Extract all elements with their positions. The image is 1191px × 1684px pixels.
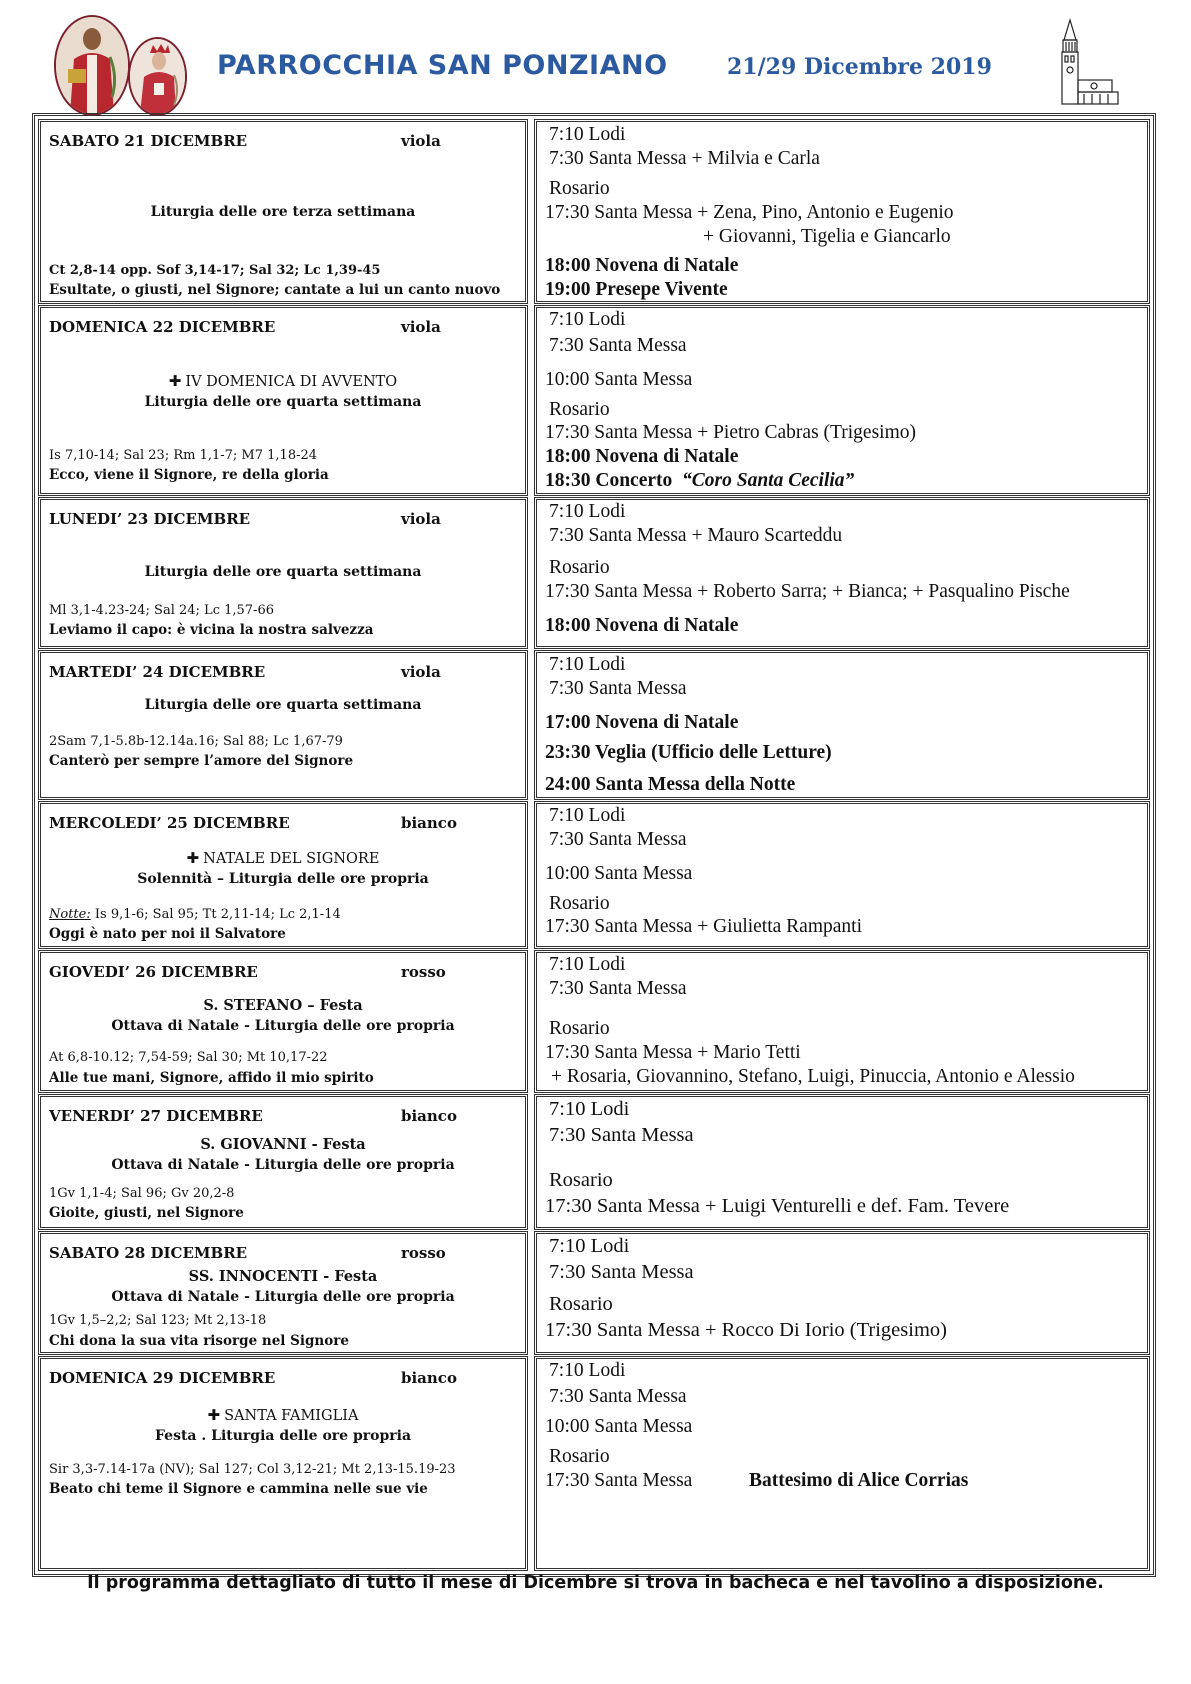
schedule-item: 17:30 Santa Messa + Rocco Di Iorio (Trigesimo) xyxy=(545,1319,947,1341)
liturgy-cell xyxy=(38,1356,528,1571)
schedule-item: Rosario xyxy=(549,178,610,199)
schedule-cell xyxy=(534,1231,1150,1355)
day-title: GIOVEDI’ 26 DICEMBRE xyxy=(49,963,258,981)
psalm-antiphon: Canterò per sempre l’amore del Signore xyxy=(49,753,354,769)
psalm-antiphon: Chi dona la sua vita risorge nel Signore xyxy=(49,1333,349,1349)
cross-icon: ✚ xyxy=(207,1406,221,1424)
schedule-item: 7:10 Lodi xyxy=(549,1360,626,1381)
page-header xyxy=(0,0,1191,112)
liturgical-color: rosso xyxy=(401,963,446,981)
schedule-item: 19:00 Presepe Vivente xyxy=(545,279,728,300)
feast-name: SANTA FAMIGLIA xyxy=(224,1408,359,1424)
day-row xyxy=(38,801,1150,949)
day-title: SABATO 28 DICEMBRE xyxy=(49,1244,248,1262)
liturgy-of-hours: Liturgia delle ore terza settimana xyxy=(150,204,416,220)
schedule-item: 10:00 Santa Messa xyxy=(545,369,693,390)
liturgical-color: bianco xyxy=(401,1369,457,1387)
san-ponziano-medallion xyxy=(54,15,130,116)
liturgy-cell xyxy=(38,650,528,800)
schedule-item: 17:30 Santa Messa + Giulietta Rampanti xyxy=(545,916,862,937)
schedule-item: 7:30 Santa Messa xyxy=(549,678,687,699)
cross-icon: ✚ xyxy=(168,372,182,390)
schedule-item: 17:30 Santa Messa + Luigi Venturelli e def. Fam. Tevere xyxy=(545,1195,1010,1217)
schedule-cell xyxy=(534,1094,1150,1230)
readings: 1Gv 1,5–2,2; Sal 123; Mt 2,13-18 xyxy=(49,1313,267,1328)
liturgy-of-hours: Festa . Liturgia delle ore propria xyxy=(154,1428,412,1444)
schedule-item: 7:10 Lodi xyxy=(549,1098,630,1120)
schedule-item: 23:30 Veglia (Ufficio delle Letture) xyxy=(545,742,832,763)
schedule-cell xyxy=(534,801,1150,949)
day-title: DOMENICA 22 DICEMBRE xyxy=(49,318,276,336)
day-row xyxy=(38,1094,1150,1230)
schedule-item: 7:30 Santa Messa + Milvia e Carla xyxy=(549,148,820,169)
footer-note: Il programma dettagliato di tutto il mese di Dicembre si trova in bacheca e nel tavolino a disposizione. xyxy=(87,1573,1104,1593)
day-title: VENERDI’ 27 DICEMBRE xyxy=(49,1107,263,1125)
liturgical-color: viola xyxy=(401,132,441,150)
psalm-antiphon: Leviamo il capo: è vicina la nostra salvezza xyxy=(49,622,374,638)
schedule-item: + Giovanni, Tigelia e Giancarlo xyxy=(703,226,951,247)
schedule-item: 10:00 Santa Messa xyxy=(545,863,693,884)
liturgy-of-hours: Liturgia delle ore quarta settimana xyxy=(144,697,422,713)
readings: Ml 3,1-4.23-24; Sal 24; Lc 1,57-66 xyxy=(49,603,274,618)
schedule-item xyxy=(545,470,854,492)
liturgy-of-hours: Liturgia delle ore quarta settimana xyxy=(144,564,422,580)
day-title: DOMENICA 29 DICEMBRE xyxy=(49,1369,276,1387)
feast-name: S. STEFANO – Festa xyxy=(203,997,363,1014)
schedule-item: 7:10 Lodi xyxy=(549,1235,630,1257)
readings-text: Is 9,1-6; Sal 95; Tt 2,11-14; Lc 2,1-14 xyxy=(94,907,341,922)
liturgy-cell xyxy=(38,1094,528,1230)
schedule-item: 17:30 Santa Messa + Mario Tetti xyxy=(545,1042,801,1063)
readings: 2Sam 7,1-5.8b-12.14a.16; Sal 88; Lc 1,67-79 xyxy=(49,734,343,749)
schedule-item: 7:30 Santa Messa xyxy=(549,829,687,850)
liturgical-color: rosso xyxy=(401,1244,446,1262)
day-title: MARTEDI’ 24 DICEMBRE xyxy=(49,663,266,681)
schedule-item: 7:10 Lodi xyxy=(549,501,626,522)
schedule-item: Rosario xyxy=(549,399,610,420)
readings: 1Gv 1,1-4; Sal 96; Gv 20,2-8 xyxy=(49,1186,235,1201)
schedule-cell xyxy=(534,650,1150,800)
choir-name: “Coro Santa Cecilia” xyxy=(682,470,855,491)
schedule-item: 7:30 Santa Messa xyxy=(549,978,687,999)
schedule-item: 18:00 Novena di Natale xyxy=(545,255,739,276)
readings: Ct 2,8-14 opp. Sof 3,14-17; Sal 32; Lc 1,39-45 xyxy=(49,263,381,278)
schedule-cell xyxy=(534,305,1150,496)
psalm-antiphon: Oggi è nato per noi il Salvatore xyxy=(49,926,286,942)
schedule-time-label: 18:30 Concerto xyxy=(545,470,673,491)
schedule-cell xyxy=(534,950,1150,1093)
feast-name: NATALE DEL SIGNORE xyxy=(203,851,380,867)
day-row xyxy=(38,119,1150,304)
schedule-item: 7:30 Santa Messa xyxy=(549,1386,687,1407)
readings: Is 7,10-14; Sal 23; Rm 1,1-7; M7 1,18-24 xyxy=(49,448,318,463)
schedule-item: 7:10 Lodi xyxy=(549,654,626,675)
weekly-schedule-table xyxy=(32,113,1156,1577)
schedule-cell xyxy=(534,497,1150,649)
liturgy-cell xyxy=(38,1231,528,1355)
liturgy-cell xyxy=(38,497,528,649)
schedule-item: 7:10 Lodi xyxy=(549,124,626,145)
psalm-antiphon: Alle tue mani, Signore, affido il mio spirito xyxy=(49,1070,374,1086)
readings: Sir 3,3-7.14-17a (NV); Sal 127; Col 3,12-21; Mt 2,13-15.19-23 xyxy=(49,1462,456,1477)
day-row xyxy=(38,497,1150,649)
saint-image-icon xyxy=(130,39,185,114)
liturgy-cell xyxy=(38,950,528,1093)
liturgy-cell xyxy=(38,305,528,496)
schedule-item: Rosario xyxy=(549,1293,613,1315)
schedule-item: 7:10 Lodi xyxy=(549,805,626,826)
schedule-item: Rosario xyxy=(549,893,610,914)
schedule-item: 7:30 Santa Messa + Mauro Scarteddu xyxy=(549,525,843,546)
schedule-item: Rosario xyxy=(549,1018,610,1039)
liturgical-color: viola xyxy=(401,510,441,528)
baptism-note: Battesimo di Alice Corrias xyxy=(749,1470,969,1491)
liturgical-color: viola xyxy=(401,663,441,681)
readings xyxy=(49,907,341,922)
schedule-item: 7:30 Santa Messa xyxy=(549,335,687,356)
parish-title: PARROCCHIA SAN PONZIANO xyxy=(217,50,668,81)
schedule-item: Rosario xyxy=(549,1446,610,1467)
day-row xyxy=(38,305,1150,496)
schedule-item: + Rosaria, Giovannino, Stefano, Luigi, Pinuccia, Antonio e Alessio xyxy=(551,1066,1075,1087)
liturgical-color: bianco xyxy=(401,814,457,832)
schedule-item: 7:10 Lodi xyxy=(549,954,626,975)
schedule-item: 17:30 Santa Messa + Pietro Cabras (Trigesimo) xyxy=(545,422,916,443)
feast-name: S. GIOVANNI - Festa xyxy=(200,1136,366,1153)
psalm-antiphon: Gioite, giusti, nel Signore xyxy=(49,1205,244,1221)
liturgy-cell xyxy=(38,801,528,949)
liturgy-of-hours: Solennità – Liturgia delle ore propria xyxy=(137,871,429,887)
schedule-item: 24:00 Santa Messa della Notte xyxy=(545,774,796,795)
schedule-cell xyxy=(534,1356,1150,1571)
day-title: MERCOLEDI’ 25 DICEMBRE xyxy=(49,814,290,832)
day-row xyxy=(38,650,1150,800)
schedule-item: 17:30 Santa Messa xyxy=(545,1470,693,1491)
schedule-item: 7:30 Santa Messa xyxy=(549,1124,694,1146)
liturgy-of-hours: Ottava di Natale - Liturgia delle ore propria xyxy=(111,1157,455,1173)
santa-lucia-medallion xyxy=(128,37,187,116)
liturgical-color: viola xyxy=(401,318,441,336)
week-dates: 21/29 Dicembre 2019 xyxy=(727,54,992,80)
schedule-item: 17:30 Santa Messa + Zena, Pino, Antonio e Eugenio xyxy=(545,202,954,223)
readings-label: Notte: xyxy=(49,907,91,922)
cross-icon: ✚ xyxy=(186,849,200,867)
liturgy-of-hours: Liturgia delle ore quarta settimana xyxy=(144,394,422,410)
feast-name: IV DOMENICA DI AVVENTO xyxy=(185,374,398,390)
schedule-item: 17:00 Novena di Natale xyxy=(545,712,739,733)
day-title: LUNEDI’ 23 DICEMBRE xyxy=(49,510,251,528)
liturgical-color: bianco xyxy=(401,1107,457,1125)
schedule-item: 7:10 Lodi xyxy=(549,309,626,330)
psalm-antiphon: Beato chi teme il Signore e cammina nelle sue vie xyxy=(49,1481,428,1497)
bell-tower-icon xyxy=(1058,18,1128,106)
day-title: SABATO 21 DICEMBRE xyxy=(49,132,248,150)
day-row xyxy=(38,950,1150,1093)
schedule-item: Rosario xyxy=(549,1169,613,1191)
saint-image-icon xyxy=(56,17,128,114)
schedule-item: 10:00 Santa Messa xyxy=(545,1416,693,1437)
schedule-item: 17:30 Santa Messa + Roberto Sarra; + Bianca; + Pasqualino Pische xyxy=(545,581,1070,602)
schedule-item: 7:30 Santa Messa xyxy=(549,1261,694,1283)
liturgy-of-hours: Ottava di Natale - Liturgia delle ore propria xyxy=(111,1289,455,1305)
schedule-item: Rosario xyxy=(549,557,610,578)
schedule-item: 18:00 Novena di Natale xyxy=(545,446,739,467)
psalm-antiphon: Esultate, o giusti, nel Signore; cantate a lui un canto nuovo xyxy=(49,282,501,298)
liturgy-cell xyxy=(38,119,528,304)
day-row xyxy=(38,1231,1150,1355)
liturgy-of-hours: Ottava di Natale - Liturgia delle ore propria xyxy=(111,1018,455,1034)
readings: At 6,8-10.12; 7,54-59; Sal 30; Mt 10,17-22 xyxy=(49,1050,328,1065)
day-row xyxy=(38,1356,1150,1571)
feast-name: SS. INNOCENTI - Festa xyxy=(188,1268,378,1285)
schedule-item: 18:00 Novena di Natale xyxy=(545,615,739,636)
psalm-antiphon: Ecco, viene il Signore, re della gloria xyxy=(49,467,329,483)
schedule-cell xyxy=(534,119,1150,304)
